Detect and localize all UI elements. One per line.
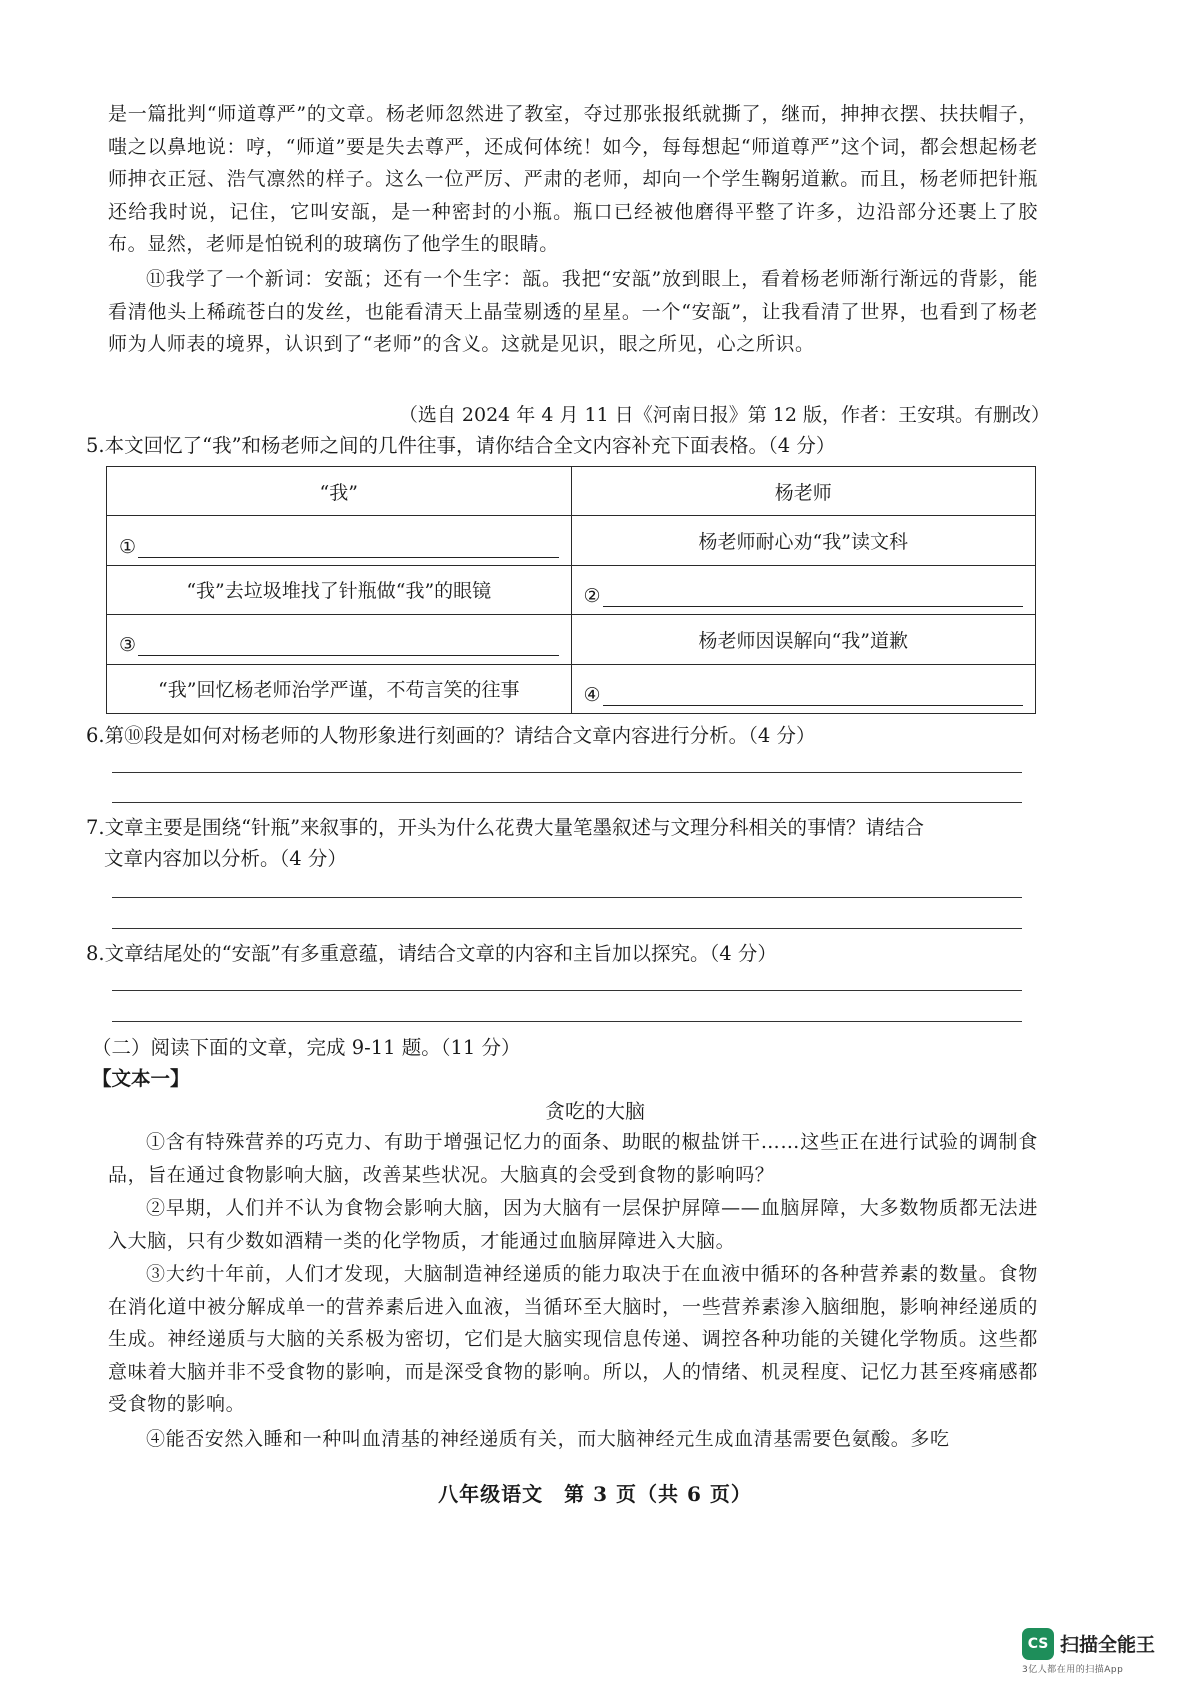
table-cell: 杨老师耐心劝“我”读文科 [571,516,1036,565]
answer-line[interactable] [112,802,1022,803]
article-2-paragraph-2: ②早期，人们并不认为食物会影响大脑，因为大脑有一层保护屏障——血脑屏障，大多数物质都无法进入大脑，只有少数如酒精一类的化学物质，才能通过血脑屏障进入大脑。 [108,1197,1038,1252]
table-row [107,565,1036,614]
blank-marker: ④ [583,683,601,706]
answer-blank[interactable] [603,584,1023,607]
blank-2-cell[interactable] [571,565,1036,614]
answer-blank[interactable] [138,633,558,656]
watermark-tagline: 3亿人都在用的扫描App [1022,1665,1124,1675]
text-one-label: 【文本一】 [92,1067,190,1090]
blank-3-cell[interactable] [107,615,572,664]
table-cell: “我”回忆杨老师治学严谨，不苟言笑的往事 [107,664,572,713]
section-2-heading: （二）阅读下面的文章，完成 9-11 题。（11 分） [92,1036,521,1059]
table-header-me: “我” [107,467,572,516]
answer-blank[interactable] [603,683,1023,706]
table-row [107,664,1036,713]
question-8: 8.文章结尾处的“安瓿”有多重意蕴，请结合文章的内容和主旨加以探究。（4 分） [86,942,777,965]
question-7-line-1: 7.文章主要是围绕“针瓶”来叙事的，开头为什么花费大量笔墨叙述与文理分科相关的事情？请结合 [86,816,925,839]
question-7 [86,812,1046,874]
scanner-watermark [1022,1628,1172,1675]
camscanner-logo-icon: CS [1022,1628,1054,1660]
answer-line[interactable] [112,928,1022,929]
blank-marker: ③ [119,634,137,657]
blank-1-cell[interactable] [107,516,572,565]
answer-blank[interactable] [138,535,558,558]
article-paragraph-11: ⑪我学了一个新词：安瓿；还有一个生字：瓿。我把“安瓿”放到眼上，看着杨老师渐行渐远的背影，能看清他头上稀疏苍白的发丝，也能看清天上晶莹剔透的星星。一个“安瓿”，让我看清了世界，也看到了杨老师为人师表的境界，认识到了“老师”的含义。这就是见识，眼之所见，心之所识。 [108,268,1038,355]
table-cell: 杨老师因误解向“我”道歉 [571,615,1036,664]
table-row [107,516,1036,565]
question-5: 5.本文回忆了“我”和杨老师之间的几件往事，请你结合全文内容补充下面表格。（4 分） [86,434,836,457]
article-title: 贪吃的大脑 [545,1099,645,1123]
page-footer: 八年级语文 第 3 页（共 6 页） [438,1482,752,1506]
article-2-paragraph-3: ③大约十年前，人们才发现，大脑制造神经递质的能力取决于在血液中循环的各种营养素的数量。食物在消化道中被分解成单一的营养素后进入血液，当循环至大脑时，一些营养素渗入脑细胞，影响神经递质的生成。神经递质与大脑的关系极为密切，它们是大脑实现信息传递、调控各种功能的关键化学物质。这些都意味着大脑并非不受食物的影响，而是深受食物的影响。所以，人的情绪、机灵程度、记忆力甚至疼痛感都受食物的影响。 [108,1263,1038,1415]
question-6: 6.第⑩段是如何对杨老师的人物形象进行刻画的？请结合文章内容进行分析。（4 分） [86,724,816,747]
answer-line[interactable] [112,1021,1022,1022]
article-2-paragraph-1: ①含有特殊营养的巧克力、有助于增强记忆力的面条、助眠的椒盐饼干……这些正在进行试验的调制食品，旨在通过食物影响大脑，改善某些状况。大脑真的会受到食物的影响吗？ [108,1131,1038,1186]
table-row [107,615,1036,664]
question-5-table [106,466,1036,714]
blank-marker: ② [583,584,601,607]
blank-4-cell[interactable] [571,664,1036,713]
answer-line[interactable] [112,772,1022,773]
question-7-line-2: 文章内容加以分析。（4 分） [104,847,347,870]
table-header-row [107,467,1036,516]
article-paragraph-10-end: 是一篇批判“师道尊严”的文章。杨老师忽然进了教室，夺过那张报纸就撕了，继而，抻抻衣摆、扶扶帽子，嗤之以鼻地说：哼，“师道”要是失去尊严，还成何体统！如今，每每想起“师道尊严”这个词，都会想起杨老师抻衣正冠、浩气凛然的样子。这么一位严厉、严肃的老师，却向一个学生鞠躬道歉。而且，杨老师把针瓶还给我时说，记住，它叫安瓿，是一种密封的小瓶。瓶口已经被他磨得平整了许多，边沿部分还裹上了胶布。显然，老师是怕锐利的玻璃伤了他学生的眼睛。 [108,103,1038,255]
table-header-teacher: 杨老师 [571,467,1036,516]
blank-marker: ① [119,535,137,558]
article-2-paragraph-4: ④能否安然入睡和一种叫血清基的神经递质有关，而大脑神经元生成血清基需要色氨酸。多吃 [146,1428,950,1450]
answer-line[interactable] [112,990,1022,991]
watermark-app-name: 扫描全能王 [1060,1634,1156,1656]
table-cell: “我”去垃圾堆找了针瓶做“我”的眼镜 [107,565,572,614]
answer-line[interactable] [112,897,1022,898]
article-source: （选自 2024 年 4 月 11 日《河南日报》第 12 版，作者：王安琪。有删改） [398,404,1050,426]
